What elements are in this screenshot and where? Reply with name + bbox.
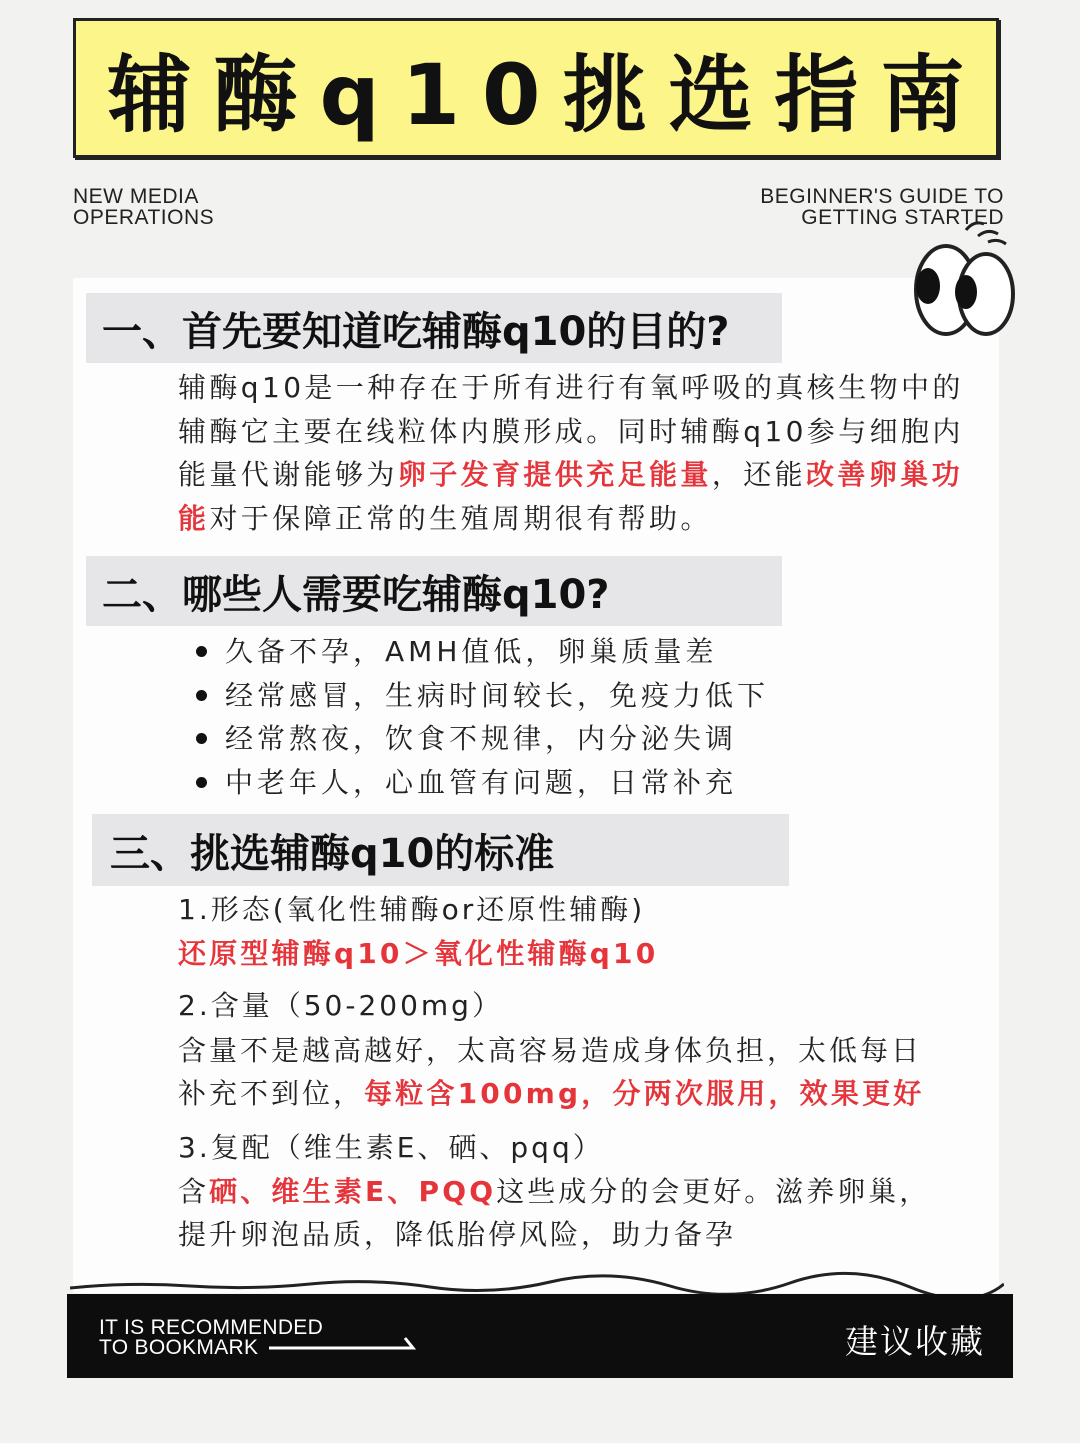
cartoon-eyes-icon — [906, 212, 1026, 342]
list-item: 中老年人，心血管有问题，日常补充 — [196, 761, 769, 805]
section1-text-c: 对于保障正常的生殖周期很有帮助。 — [209, 501, 712, 535]
arrow-right-icon — [267, 1332, 419, 1352]
footer-bar — [67, 1294, 1013, 1378]
section1-paragraph — [178, 366, 978, 540]
tag-left-line2: OPERATIONS — [73, 206, 215, 229]
standard2-line1: 含量不是越高越好，太高容易造成身体负担，太低每日 — [178, 1034, 923, 1067]
section1-heading: 一、首先要知道吃辅酶q10的目的? — [86, 293, 782, 363]
list-item: 经常熬夜，饮食不规律，内分泌失调 — [196, 717, 769, 761]
footer-en-line1: IT IS RECOMMENDED — [99, 1316, 324, 1339]
standard3-line2: 提升卵泡品质，降低胎停风险，助力备孕 — [178, 1218, 737, 1251]
section1-highlight-a: 卵子发育提供充足能量 — [397, 458, 712, 491]
section2-heading: 二、哪些人需要吃辅酶q10? — [86, 556, 782, 626]
bullet-dot-icon — [196, 777, 207, 788]
standard1-highlight: 还原型辅酶q10＞氧化性辅酶q10 — [178, 937, 659, 970]
standard2-title: 2.含量（50-200mg） — [178, 989, 503, 1022]
tag-right-line2: GETTING STARTED — [801, 206, 1004, 229]
section2-list — [196, 630, 769, 804]
list-item: 久备不孕，AMH值低，卵巢质量差 — [196, 630, 769, 674]
standard2-line2-text: 补充不到位， — [178, 1077, 365, 1110]
section1-text-b: ，还能 — [711, 458, 807, 491]
section1-text-a: 辅酶q10是一种存在于所有进行有氧呼吸的真核生物中的辅酶它主要在线粒体内膜形成。同时辅酶q10参与细胞内能量代谢能够为 — [178, 371, 964, 491]
tag-right-line1: BEGINNER'S GUIDE TO — [760, 185, 1004, 208]
standard3-line1-prefix: 含 — [178, 1175, 210, 1208]
bullet-dot-icon — [196, 646, 207, 657]
footer-en-line2: TO BOOKMARK — [99, 1336, 259, 1359]
bookmark-label: 建议收藏 — [845, 1322, 985, 1361]
bullet-dot-icon — [196, 690, 207, 701]
tag-left — [73, 186, 214, 228]
section3-heading: 三、挑选辅酶q10的标准 — [92, 814, 789, 886]
section1-highlight-b: 改善卵巢功能 — [178, 458, 964, 535]
page-title: 辅酶q10挑选指南 — [107, 45, 987, 144]
standard3-title: 3.复配（维生素E、硒、pqq） — [178, 1131, 604, 1164]
standard3-line1-suffix: 这些成分的会更好。滋养卵巢， — [496, 1175, 931, 1208]
list-item: 经常感冒，生病时间较长，免疫力低下 — [196, 674, 769, 718]
standard2-line2-highlight: 每粒含100mg，分两次服用，效果更好 — [364, 1077, 925, 1110]
standard1-title: 1.形态(氧化性辅酶or还原性辅酶) — [178, 893, 646, 926]
title-banner — [73, 18, 999, 158]
standard3-line1 — [178, 1170, 930, 1210]
standard3-line1-highlight: 硒、维生素E、PQQ — [209, 1175, 497, 1208]
bullet-dot-icon — [196, 733, 207, 744]
tag-left-line1: NEW MEDIA — [73, 185, 199, 208]
standard2-line2 — [178, 1072, 924, 1112]
